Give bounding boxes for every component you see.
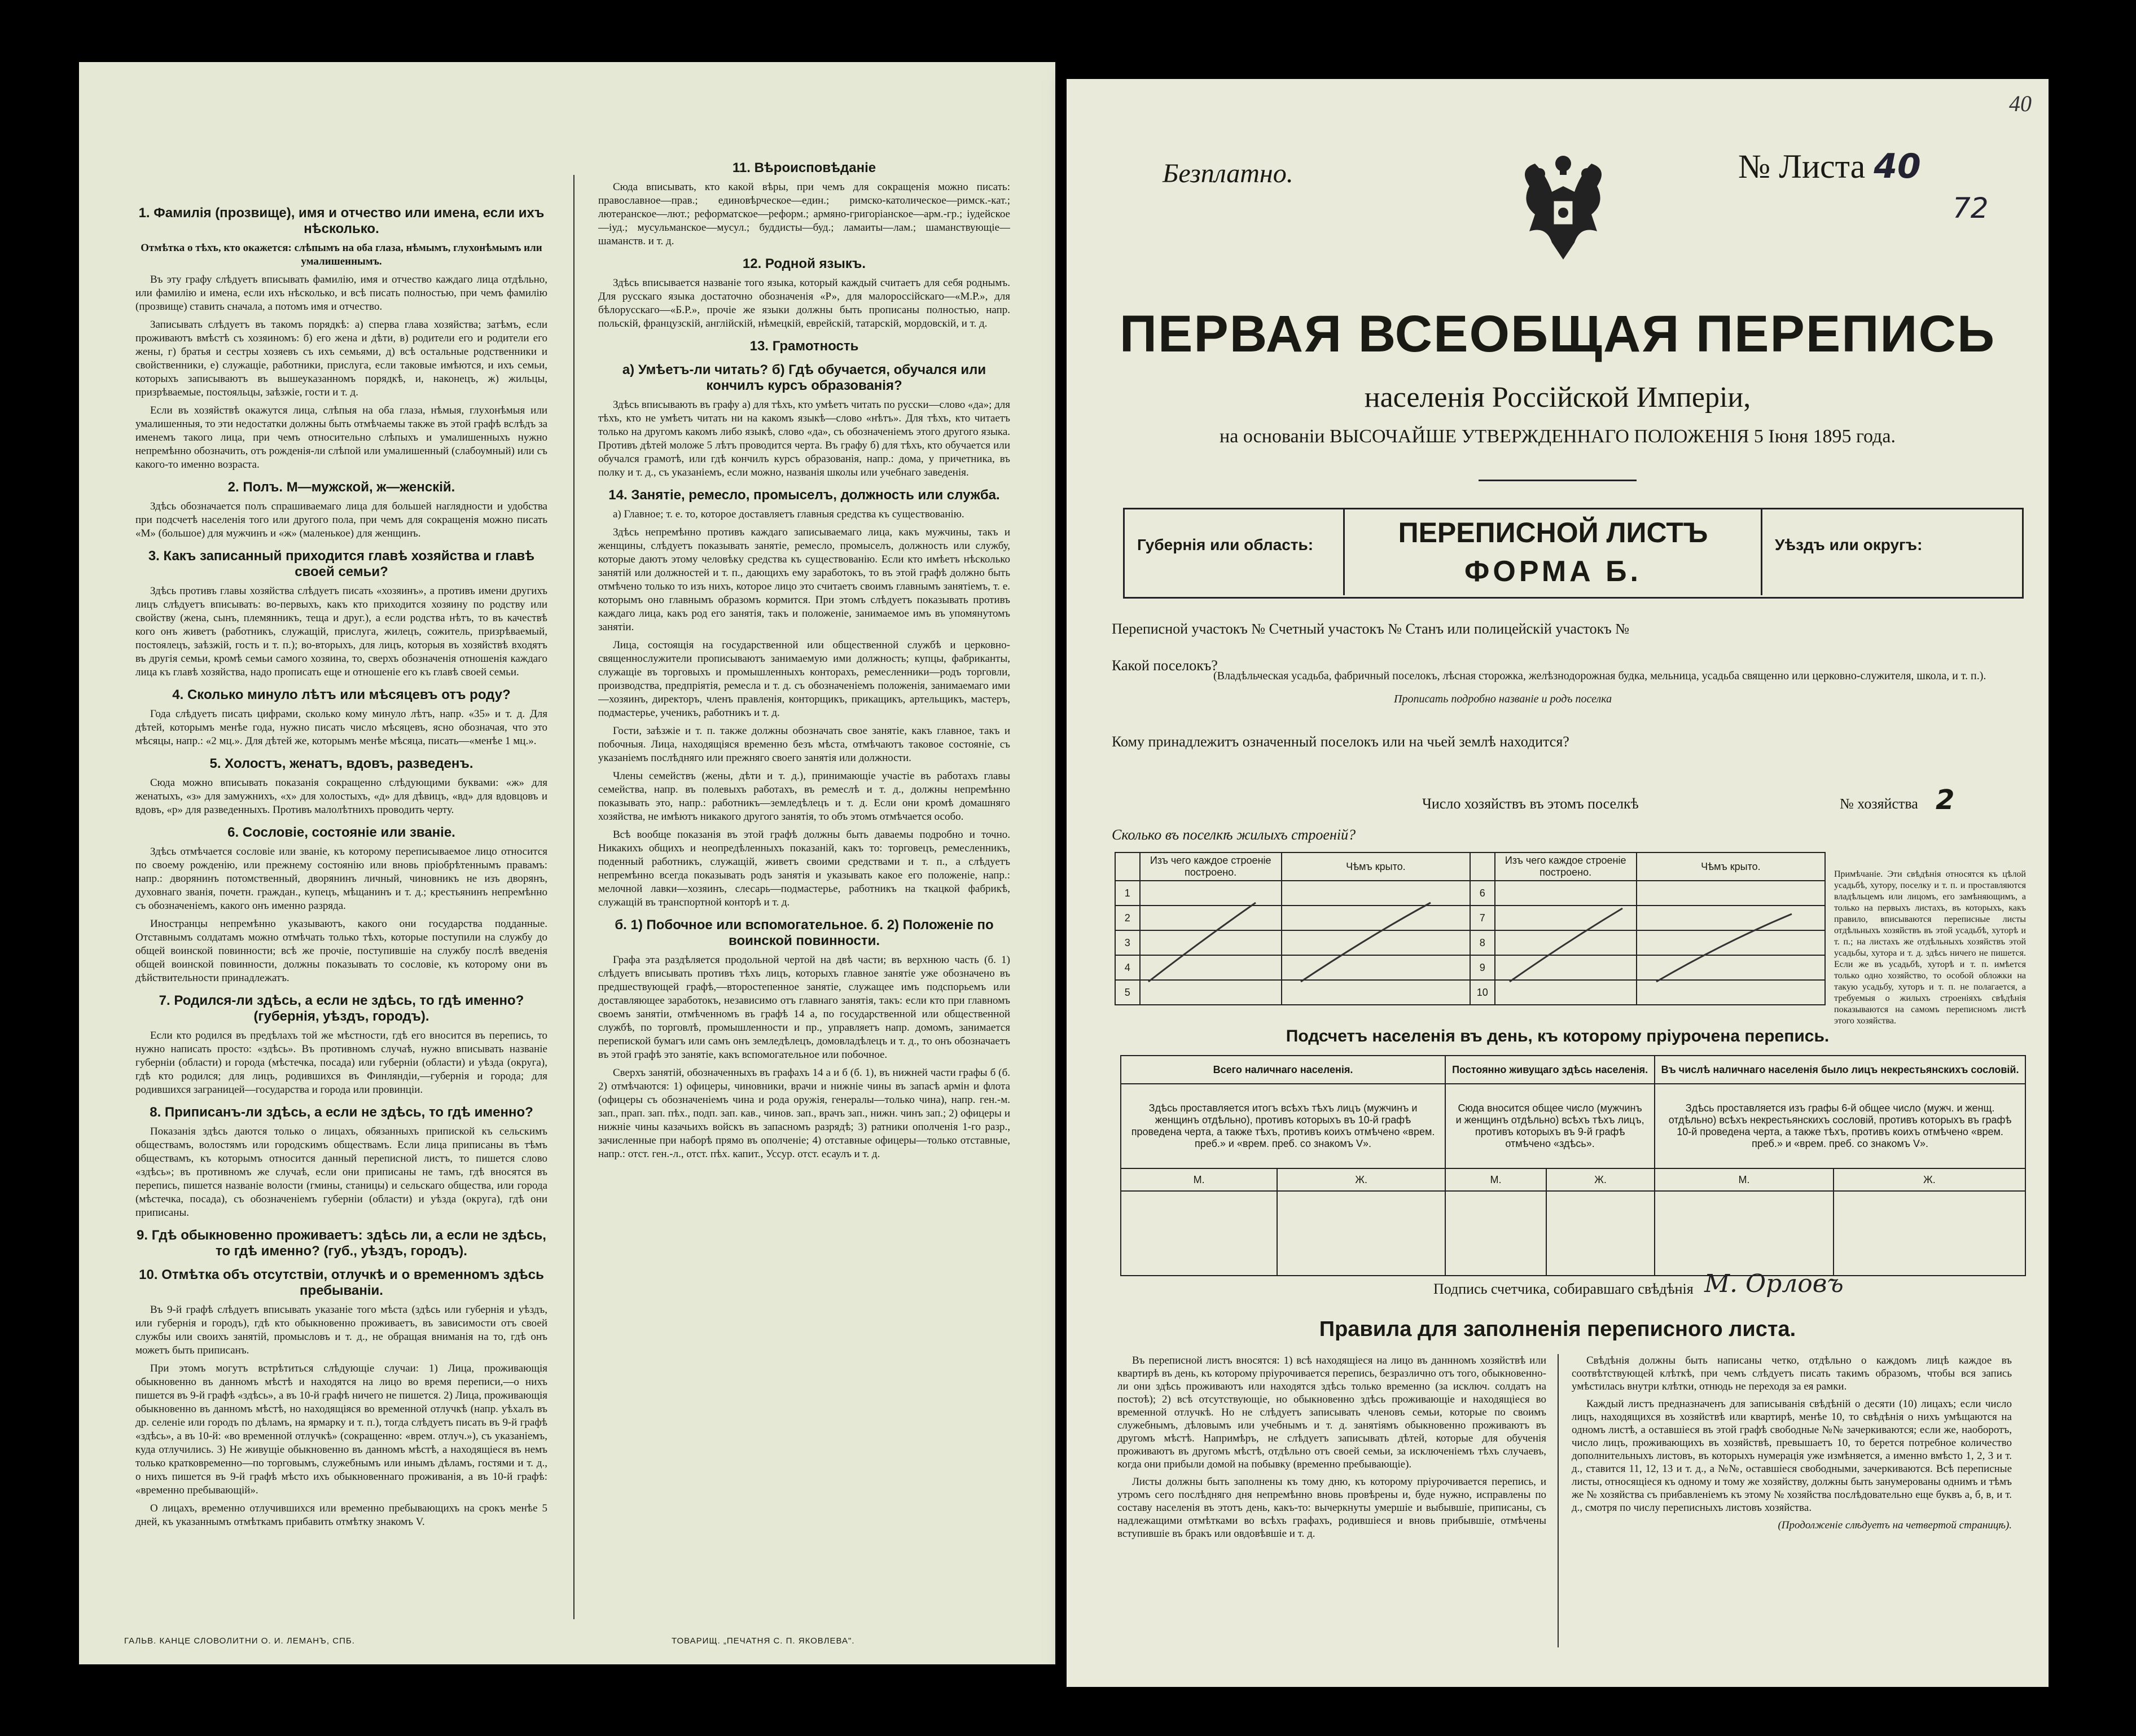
instructions-column-2 [598,152,1010,1608]
section-heading: 10. Отмѣтка объ отсутствіи, отлучкѣ и о временномъ здѣсь пребываніи. [139,1267,544,1298]
census-subtitle: населенія Россійской Имперіи, [1364,381,1751,414]
poselok-label: Какой поселокъ? [1112,657,1218,674]
rules-title: Правила для заполненія переписного листа. [1319,1317,1796,1341]
male-header: М. [1445,1168,1546,1191]
form-title-line2: ФОРМА Б. [1464,555,1642,588]
non-peasant-header: Въ числѣ наличнаго населенія было лицъ некрестьянскихъ сословій. [1655,1056,2025,1084]
buildings-side-note: Примѣчаніе. Эти свѣдѣнія относятся къ цѣлой усадьбѣ, хутору, поселку и т. п. и проставляются владѣльцемъ или лицомъ, его замѣняющимъ, а только на первыхъ листахъ, въ которыхъ, какъ правило, вписываются переписные листы отдѣльныхъ хозяйствъ въ этой усадьбѣ, хуторѣ и т. п.; на листахъ же отдѣльныхъ хозяйствъ этой усадьбы, хутора и т. д. здѣсь ничего не пишется. Если же въ усадьбѣ, хуторѣ и т. п. имѣется только одно хозяйство, то особой обложки на такую усадьбу, хуторъ и т. п. не полагается, а требуемыя о жилыхъ строеніяхъ свѣдѣнія показываются на самомъ переписномъ листѣ этого хозяйства. [1834,869,2026,1026]
row-number: 5 [1115,980,1140,1005]
male-header: М. [1655,1168,1834,1191]
households-line: Число хозяйствъ въ этомъ поселкѣ [1422,796,1639,812]
permanent-population-description: Сюда вносится общее число (мужчинъ и женщинъ отдѣльно) всѣхъ тѣхъ лицъ, противъ которыхъ въ 9-й графѣ отмѣчено «здѣсь». [1445,1084,1655,1168]
free-label: Безплатно. [1163,159,1293,188]
instruction-paragraph: Сюда вписывать, кто какой вѣры, при чемъ для сокращенія можно писать: православное—прав.; единовѣрческое—един.; римско-католическое—римск.-кат.; лютеранское—лют.; реформатское—реформ.; армяно-григоріанское—арм.-гр.; іудейское—іуд.; мусульманское—мусул.; буддисты—буд.; ламаиты—лам.; шаманствующіе—шаманств. и т. д. [598,181,1010,247]
household-number-label: № хозяйства [1840,796,1918,812]
double-headed-eagle-icon [1512,147,1614,271]
instruction-paragraph: О лицахъ, временно отлучившихся или временно пребывающихъ на срокъ менѣе 5 дней, къ указаннымъ отмѣткамъ прибавить отмѣтку знакомъ V. [135,1502,547,1528]
signature-label: Подпись счетчика, собиравшаго свѣдѣнія [1433,1281,1694,1297]
population-count-title: Подсчетъ населенія въ день, къ которому пріурочена перепись. [1286,1027,1830,1045]
instruction-paragraph: Здѣсь отмѣчается сословіе или званіе, къ которому переписываемое лицо относится по своему рожденію, или прежнему состоянію или вновь пріобрѣтеннымъ правамъ: напр.: дворянинъ потомственный, дворянинъ личный, чиновникъ не изъ дворянъ, духовнаго званія, почетн. граждан., купецъ, мѣщанинъ и т. д.; крестьянинъ непремѣнно съ обозначеніемъ, какого онъ именно разряда. [135,846,547,912]
row-number: 4 [1115,955,1140,980]
present-population-description: Здѣсь проставляется итогъ всѣхъ тѣхъ лицъ (мужчинъ и женщинъ отдѣльно), противъ которыхъ въ 10-й графѣ проведена черта, а также тѣхъ, противъ коихъ отмѣчено «врем. преб.» и «врем. преб. со знакомъ V». [1121,1084,1445,1168]
row-number: 8 [1470,930,1495,955]
census-title: ПЕРВАЯ ВСЕОБЩАЯ ПЕРЕПИСЬ [1119,305,1996,363]
count-cell [1834,1191,2025,1276]
instruction-paragraph: Записывать слѣдуетъ въ такомъ порядкѣ: а) сперва глава хозяйства; затѣмъ, если проживаютъ вмѣстѣ съ хозяиномъ: б) его жена и дѣти, в) родители его и родители его жены, г) братья и сестры хозяевъ съ ихъ семьями, д) всѣ остальные родственники и свойственники, е) служащіе, работники, прислуга, если таковые имѣются, и ихъ семьи, которыхъ записываютъ въ вышеуказанномъ порядкѣ, и, наконецъ, ж) жильцы, призрѣваемые, постояльцы, заѣзжіе, гости и т. д. [135,319,547,398]
row-number: 3 [1115,930,1140,955]
instruction-paragraph: Иностранцы непремѣнно указываютъ, какого они государства подданные. Отставнымъ солдатамъ можно отмѣчать только тѣхъ, которые поступили на службу до общей воинской повинности; всѣ же прочіе, поступившіе на службу послѣ введенія общей воинской повинности, должны показывать то сословіе, къ которому они въ дѣйствительности принадлежатъ. [135,918,547,984]
instruction-paragraph: Сверхъ занятій, обозначенныхъ въ графахъ 14 а и б (б. 1), въ нижней части графы б (б. 2) отмѣчаются: 1) офицеры, чиновники, врачи и нижніе чины въ запасѣ армін и флота (офицеры съ обозначеніемъ чина и рода оружія, генералы—только чина), напр. ген.-м. зап., прап. зап. пѣх., подп. зап. кав., чинов. зап., врачъ зап., нижн. чинъ зап.; 2) офицеры и нижніе чины казачьихъ войскъ въ запасномъ разрядѣ; 3) ратники ополченія 1-го разр., зачисленные при наборѣ прямо въ ополченіе; 4) отставные офицеры—только отставные, напр.: отст. ген.-л., отст. пѣх. капит., Уссур. отст. есаулъ и т. д. [598,1067,1010,1160]
left-page [79,62,1055,1664]
section-heading: 12. Родной языкъ. [742,256,866,271]
section-heading: 11. Вѣроисповѣданіе [732,160,876,175]
instructions-column-1 [135,197,547,1597]
rules-divider [1558,1354,1559,1647]
female-header: Ж. [1834,1168,2025,1191]
owner-line: Кому принадлежитъ означенный поселокъ или на чьей землѣ находится? [1112,733,1569,750]
count-cell [1277,1191,1445,1276]
corner-handwritten-number: 40 [2009,91,2032,116]
instruction-paragraph: Здѣсь противъ главы хозяйства слѣдуетъ писать «хозяинъ», а противъ имени другихъ лицъ слѣдуетъ вписывать: во-первыхъ, какъ кто приходится хозяину по родству или свойству (жена, сынъ, племянникъ, теща и друг.), а если родства нѣтъ, то въ качествѣ кого онъ живетъ (работникъ, служащій, прислуга, жилецъ, сожитель, призрѣваемый, постоялецъ, заѣзжій, гость и т. п.); во-вторыхъ, для лицъ, которыя въ хозяйствѣ входятъ въ другія семьи, кромѣ семьи самого хозяина, то, сверхъ обозначенія отношенія каждаго лица къ главѣ хозяйства, надо прописать еще и отношеніе его къ главѣ своей семьи. [135,585,547,678]
section-heading: 2. Полъ. М—мужской, ж—женскій. [227,480,455,495]
instruction-paragraph: Если кто родился въ предѣлахъ той же мѣстности, гдѣ его вносится въ перепись, то нужно написать просто: «здѣсь». Въ противномъ случаѣ, нужно вписывать названіе губерніи (области) и города (мѣстечка, посада) или губерніи (области) и уѣзда (округа), гдѣ кто родился; для лицъ, родившихся въ Финляндіи,—губернія и города; для родившихся заграницей—государства и города или провинціи. [135,1030,547,1096]
non-peasant-description: Здѣсь проставляется изъ графы 6-й общее число (мужч. и женщ. отдѣльно) всѣхъ некрестьянскихъ сословій, противъ которыхъ въ графѣ 10-й проведена черта, а также тѣхъ, противъ коихъ отмѣчено «врем. преб.» и «врем. преб. со знакомъ V». [1655,1084,2025,1168]
instruction-paragraph: Въ эту графу слѣдуетъ вписывать фамилію, имя и отчество каждаго лица отдѣльно, или фамилію и имена, если ихъ нѣсколько, и всѣ писать полностью, при чемъ фамилію (прозвище) ставить сначала, а потомъ имя и отчество. [135,274,547,313]
sheet-number-value: 40 [1874,147,1921,186]
roofed-header: Чѣмъ крыто. [1637,852,1825,881]
household-number-value: 2 [1936,784,1955,816]
instruction-paragraph: Члены семействъ (жены, дѣти и т. д.), принимающіе участіе въ работахъ главы семейства, напр. въ полевыхъ работахъ, въ ремеслѣ и т. д., должны непремѣнно показывать это, напр.: работникъ—земледѣлецъ и т. д. Если они кромѣ домашняго хозяйства, не имѣютъ никакого другого занятія, то объ этомъ отмѣчается особо. [598,770,1010,823]
instruction-paragraph: Показанія здѣсь даются только о лицахъ, обязанныхъ припиской къ сельскимъ обществамъ, волостямъ или городскимъ обществамъ. Если лица приписаны въ тѣмъ обществамъ, къ которымъ относится данный переписной листъ, то пишется слово «здѣсь»; въ противномъ же случаѣ, если они приписаны не тамъ, гдѣ вносятся въ перепись, пишется названіе волости (гмины, станицы) и сельскаго общества, или города (мѣстечка, посада), съ обозначеніемъ губерніи (области) и уѣзда (округа), гдѣ они приписаны. [135,1126,547,1219]
row-number-header [1115,852,1140,881]
built-of-header: Изъ чего каждое строеніе построено. [1140,852,1282,881]
built-of-header: Изъ чего каждое строеніе построено. [1495,852,1637,881]
female-header: Ж. [1546,1168,1655,1191]
rules-paragraph: Листы должны быть заполнены къ тому дню, къ которому пріурочивается перепись, и утромъ сего послѣдняго дня непремѣнно вновь провѣрены и, буде нужно, исправлены по составу населенія въ этотъ день, какъ-то: вычеркнуты умершіе и выбывшіе, приписаны, съ надлежащими отмѣтками во всѣхъ графахъ, родившіеся и вновь прибывшіе, отмѣчены вступившіе въ бракъ или овдовѣвшіе и т. д. [1117,1476,1546,1540]
instruction-paragraph: Здѣсь вписывають въ графу а) для тѣхъ, кто умѣетъ читать по русски—слово «да»; для тѣхъ, кто не умѣетъ читать ни на какомъ языкѣ—слово «нѣтъ». Для тѣхъ, кто читаетъ только на другомъ какомъ либо языкѣ, слово «да», съ обозначеніемъ этого другого языка. Противъ дѣтей моложе 5 лѣтъ проводится черта. Въ графу б) для тѣхъ, кто обучается или обучался грамотѣ, или гдѣ кончилъ курсъ образованія, напр.: дома, у причетника, въ полку и т. д., съ указаніемъ, если можно, названія школы или учебнаго заведенія. [598,399,1010,478]
sheet-number-value-2: 72 [1953,192,1989,225]
row-number: 7 [1470,906,1495,930]
instruction-paragraph: Гости, заѣзжіе и т. п. также должны обозначать свое занятіе, какъ главное, такъ и побочныя. Лица, находящіяся временно безъ мѣста, отмѣчаютъ таковое состояніе, съ указаніемъ послѣдняго или прежняго своего занятія или должности. [598,725,1010,764]
rules-column-2 [1572,1354,2012,1532]
row-number: 9 [1470,955,1495,980]
column-divider [573,175,574,1619]
section-heading: 4. Сколько минуло лѣтъ или мѣсяцевъ отъ роду? [172,687,511,702]
section-heading: а) Умѣетъ-ли читать? б) Гдѣ обучается, обучался или кончилъ курсъ образованія? [622,362,986,393]
signature-value: М. Орловъ [1704,1269,1844,1298]
rules-paragraph: Въ переписной листъ вносятся: 1) всѣ находящіеся на лицо въ даннномъ хозяйствѣ или квартирѣ въ день, къ которому пріурочивается перепись, безразлично отъ того, обыкновенно-ли они здѣсь проживаютъ или находятся здѣсь только временно (за исключ. солдатъ на постоѣ); 2) всѣ отсутствующіе, но обыкновенно здѣсь проживающіе и находящіеся во временной отлучкѣ. Но не слѣдуетъ записывать членовъ семьи, которые по своимъ служебнымъ, дѣловымъ или учебнымъ и т. д. занятіямъ обыкновенно проживаютъ въ другомъ мѣстѣ. Напримѣръ, не слѣдуетъ записывать дѣтей, которые для обученія проживаютъ въ другомъ мѣстѣ, отдѣльно отъ своей семьи, за исключеніемъ тѣхъ случаевъ, когда они прибыли домой на побывку (временно пребывающіе). [1117,1355,1546,1470]
section-heading: 6. Сословіе, состояніе или званіе. [227,825,455,840]
printer-credit-left: ГАЛЬВ. КАНЦЕ СЛОВОЛИТНИ О. И. ЛЕМАНЪ, СПБ. [124,1636,355,1646]
instruction-paragraph: Всѣ вообще показанія въ этой графѣ должны быть даваемы подробно и точно. Никакихъ общихъ и неопредѣленныхъ показаній, какъ то: торговецъ, ремесленникъ, поденный работникъ, служащій, живетъ своими средствами и т. п., а слѣдуетъ непремѣнно всегда показывать родъ занятія и указывать какое его положеніе, напр.: мелочной лавки—хозяинъ, слесарь—подмастерье, работникъ на ткацкой фабрикѣ, служащій въ транспортной конторѣ и т. д. [598,829,1010,908]
present-population-header: Всего наличнаго населенія. [1121,1056,1445,1084]
instruction-paragraph: При этомъ могутъ встрѣтиться слѣдующіе случаи: 1) Лица, проживающія обыкновенно въ данномъ мѣстѣ и находятся на лицо во время переписи,—о нихъ пишется въ 9-й графѣ «здѣсь», а въ 10-й графѣ ничего не пишется. 2) Лица, проживающія обыкновенно въ данномъ мѣстѣ, но находящіяся во временной отлучкѣ (напр. уѣхалъ въ др. селеніе или городъ по дѣламъ, на ярмарку и т. п.), тогда слѣдуетъ писать въ 9-й графѣ «здѣсь», а въ 10-й: «во временной отлучкѣ» (сокращенно: «врем. отлуч.»), съ указаніемъ, куда отлучились. 3) Не живущіе обыкновенно въ данномъ мѣстѣ, а находящіеся въ немъ только кратковременно—по торговымъ, служебнымъ или инымъ дѣламъ, гостями и т. д., о нихъ пишется въ 9-й графѣ мѣсто ихъ обыкновеннаго проживанія, а въ 10-й графѣ: «временно пребывающій». [135,1363,547,1496]
uezd-label: Уѣздъ или округъ: [1775,536,1923,553]
section-heading: 9. Гдѣ обыкновенно проживаетъ: здѣсь ли, а если не здѣсь, то гдѣ именно? (губ., уѣздъ, городъ). [137,1228,546,1259]
instruction-paragraph: Здѣсь обозначается полъ спрашиваемаго лица для большей наглядности и удобства при подсчетѣ населенія того или другого пола, при чемъ для сокращенія можно писать «М» (большое) для мужчинъ и «ж» (маленькое) для женщинъ. [135,500,547,539]
section-heading: 1. Фамилія (прозвище), имя и отчество или имена, если ихъ нѣсколько. [138,205,545,236]
instruction-paragraph: Здѣсь вписывается названіе того языка, который каждый считаетъ для себя роднымъ. Для русскаго языка достаточно обозначенія «Р», для малороссійскаго—«М.Р.», для бѣлорусскаго—«Б.Р.», прочіе же языки должны быть прописаны полностью, напр. польскій, французскій, англійскій, нѣмецкій, еврейскій, татарскій, мордовскій, и т. д. [598,277,1010,329]
count-cell [1655,1191,1834,1276]
printer-credit-right: ТОВАРИЩ. „ПЕЧАТНЯ С. П. ЯКОВЛЕВА". [672,1636,855,1646]
poselok-hint-2: Прописать подробно названіе и родъ поселка [1394,693,1612,705]
section-heading: б. 1) Побочное или вспомогательное. б. 2) Положеніе по воинской повинности. [615,917,994,948]
instruction-paragraph: Лица, состоящія на государственной или общественной службѣ и церковно-священнослужители прописываютъ занимаемую ими должность; купцы, фабриканты, служащіе въ торговыхъ и промышленныхъ конторахъ, ремесленники—родъ торговли, производства, предпріятія, ремесла и т. д. съ обозначеніемъ положенія, занимаемаго ими—хозяинъ, директоръ, членъ правленія, конторщикъ, прикащикъ, артельщикъ, мастеръ, подмастерье, ученикъ, работникъ и т. д. [598,639,1010,719]
gubernia-label: Губернія или область: [1137,536,1314,553]
roofed-header: Чѣмъ крыто. [1282,852,1470,881]
form-title [1345,516,1761,588]
row-number: 10 [1470,980,1495,1005]
count-cell [1546,1191,1655,1276]
instruction-paragraph: Въ 9-й графѣ слѣдуетъ вписывать указаніе того мѣста (здѣсь или губернія и уѣздъ, или губернія и городъ), гдѣ кто обыкновенно проживаетъ, въ зависимости отъ своей службы или своихъ занятій, промысловъ и т. д., не обращая вниманія на то, гдѣ онъ можетъ быть приписанъ. [135,1304,547,1356]
poselok-hint: (Владѣльческая усадьба, фабричный поселокъ, лѣсная сторожка, желѣзнодорожная будка, мельница, усадьба священно или церковно-служителя, школа, и т. п.). [1213,670,1986,682]
section-heading: 3. Какъ записанный приходится главѣ хозяйства и главѣ своей семьи? [148,548,535,579]
section-heading: 14. Занятіе, ремесло, промыселъ, должность или служба. [608,487,1000,503]
handwritten-strokes [1115,880,1826,1010]
houses-line: Сколько въ поселкѣ жилыхъ строеній? [1112,827,1356,843]
rules-paragraph: Каждый листъ предназначенъ для записыванія свѣдѣній о десяти (10) лицахъ; если число лицъ, находящихся въ хозяйствѣ или квартирѣ, менѣе 10, то свѣдѣнія о нихъ умѣщаются на одномъ листѣ, а оставшіеся въ этой графѣ свободные №№ зачеркиваются; если же, наоборотъ, число лицъ, проживающихъ въ хозяйствѣ, превышаетъ 10, то берется потребное количество дополнительныхъ листовъ, въ которыхъ нумерація уже измѣняется, а именно вмѣсто 1, 2, 3 и т. д., ставится 11, 12, 13 и т. д., а №№, оставшіеся свободными, зачеркиваются. Всѣ переписные листы, относящіеся къ одному и тому же хозяйству, должны быть занумерованы однимъ и тѣмъ же № хозяйства съ прибавленіемъ къ этому № хозяйства послѣдовательно еще буквъ а, б, в, и т. д., смотря по числу переписныхъ листовъ хозяйства. [1572,1398,2012,1514]
row-number-header [1470,852,1495,881]
uchastok-line: Переписной участокъ № Счетный участокъ № Станъ или полицейскій участокъ № [1112,621,1630,637]
header-divider-left [1343,508,1345,595]
rules-column-1 [1117,1354,1546,1540]
decree-subtitle: на основаніи ВЫСОЧАЙШЕ УТВЕРЖДЕННАГО ПОЛОЖЕНІЯ 5 Іюня 1895 года. [1220,426,1896,447]
section-heading: 8. Приписанъ-ли здѣсь, а если не здѣсь, то гдѣ именно? [150,1105,533,1120]
instruction-paragraph: Если въ хозяйствѣ окажутся лица, слѣпыя на оба глаза, нѣмыя, глухонѣмыя или умалишенныя, то эти недостатки должны быть отмѣчаемы также въ этой графѣ вслѣдъ за именемъ такого лица, при чемъ относительно слѣпыхъ и умалишенныхъ нужно непремѣнно обозначить, отъ рожденія-ли слѣпой или умалишенный (слабоумный) или съ какого-то именно возраста. [135,405,547,471]
title-rule [1479,480,1637,481]
instruction-paragraph: Здѣсь непремѣнно противъ каждаго записываемаго лица, какъ мужчины, такъ и женщины, слѣдуетъ показывать занятіе, ремесло, промыселъ, должность или службу, которые даютъ этому человѣку средства къ существованію. Если кто имѣетъ нѣсколько занятій или должностей и т. п., дающихъ ему заработокъ, то въ этой графѣ должно быть отмѣчено только то изъ нихъ, которое лицо это считаетъ своимъ главнымъ занятіемъ, т. е. которымъ оно главнымъ образомъ кормится. При этомъ слѣдуетъ показывать противъ каждаго лица, какъ род его занятія, такъ и положеніе, занимаемое имъ въ упомянутомъ занятіи. [598,526,1010,633]
row-number: 6 [1470,881,1495,906]
rules-continued: (Продолженіе слѣдуетъ на четвертой страницѣ). [1778,1519,2012,1531]
female-header: Ж. [1277,1168,1445,1191]
instruction-paragraph: Сюда можно вписывать показанія сокращенно слѣдующими буквами: «ж» для женатыхъ, «з» для замужнихъ, «х» для холостыхъ, «д» для дѣвицъ, «вд» для вдовцовъ и вдовъ, «р» для разведенныхъ. Противъ малолѣтнихъ проводить черту. [135,777,547,816]
sheet-number [1738,147,1921,186]
instruction-paragraph: Графа эта раздѣляется продольной чертой на двѣ части; въ верхнюю часть (б. 1) слѣдуетъ вписывать противъ тѣхъ лицъ, которыхъ главное занятіе уже обозначено въ предшествующей графѣ,—второстепенное занятіе, служащее имъ подспорьемъ или доставляющее заработокъ, независимо отъ главнаго занятія, такъ: если кто при главномъ своемъ занятіи, отмѣченномъ въ графѣ 14 а, по государственной или общественной службѣ, по торговлѣ, промышленности и пр., управляетъ напр. домомъ, занимается перепиской бумагъ или самъ онъ земледѣлецъ, домовладѣлецъ и т. д., то онъ обозначаетъ въ этой графѣ это занятіе, какъ вспомогательное или побочное. [598,954,1010,1061]
permanent-population-header: Постоянно живущаго здѣсь населенія. [1445,1056,1655,1084]
population-count-table [1120,1055,2026,1276]
form-title-line1: ПЕРЕПИСНОЙ ЛИСТЪ [1398,517,1708,548]
male-header: М. [1121,1168,1277,1191]
rules-paragraph: Свѣдѣнія должны быть написаны четко, отдѣльно о каждомъ лицѣ каждое въ соотвѣтствующей клѣткѣ, при чемъ слѣдуетъ писать такимъ образомъ, чтобы вся запись умѣстилась внутри клѣтки, отнюдь не переходя за ея рамки. [1572,1355,2012,1392]
right-page [1067,79,2049,1687]
sheet-number-label: № Листа [1738,148,1866,185]
row-number: 1 [1115,881,1140,906]
header-divider-right [1761,508,1762,595]
instruction-paragraph: а) Главное; т. е. то, которое доставляетъ главныя средства къ существованію. [613,508,964,520]
row-number: 2 [1115,906,1140,930]
count-cell [1445,1191,1546,1276]
section-heading: 5. Холостъ, женатъ, вдовъ, разведенъ. [209,756,473,771]
section-note: Отмѣтка о тѣхъ, кто окажется: слѣпымъ на оба глаза, нѣмымъ, глухонѣмымъ или умалишеннымъ. [141,242,542,267]
section-heading: 7. Родился-ли здѣсь, а если не здѣсь, то гдѣ именно? (губернія, уѣздъ, городъ). [159,993,524,1024]
section-heading: 13. Грамотность [749,339,859,354]
count-cell [1121,1191,1277,1276]
instruction-paragraph: Года слѣдуетъ писать цифрами, сколько кому минуло лѣтъ, напр. «35» и т. д. Для дѣтей, которымъ менѣе года, нужно писать число мѣсяцевъ, ясно обозначая, что это мѣсяцы, напр.: «2 мц.». Для дѣтей же, которымъ менѣе мѣсяца, писать—«менѣе 1 мц.». [135,708,547,747]
